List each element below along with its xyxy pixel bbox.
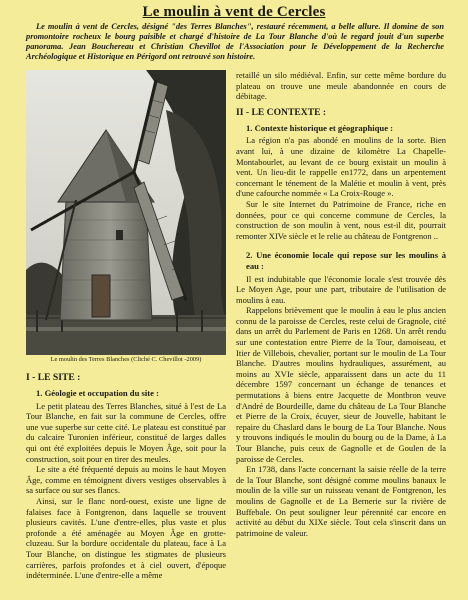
page-title: Le moulin à vent de Cercles bbox=[142, 4, 326, 20]
paragraph: La région n'a pas abondé en moulins de la sorte. Bien avant lui, à une dizaine de kilomètre La Chapelle-Montabourlet, au levant de ce bourg existait un moulin à vent. Un lieu-dit le rappelle en1772, dans un arpentement concernant le ténement de la Malétie et moulin à vent, près d'une cafourche nommée « La Croix-Rouge ». bbox=[236, 135, 446, 199]
windmill-photo bbox=[26, 70, 226, 355]
paragraph: Ainsi, sur le flanc nord-ouest, existe une ligne de falaises face à Fontgrenon, dans laquelle se trouvent plusieurs cavités. L'une d'entre-elles, plus vaste et plus profonde a été aménagée au Moyen Âge en grotte-cluzeau. Sur la bordure occidentale du plateau, face à La Tour Blanche, on distingue les stigmates de plusieurs carrières, parfois profondes et à ciel ouvert, d'époque indéterminée. L'une d'entre-elle a même bbox=[26, 495, 226, 581]
section-heading-site: I - LE SITE : bbox=[26, 372, 81, 383]
subheading-geology: 1. Géologie et occupation du site : bbox=[36, 388, 159, 398]
photo-caption: Le moulin des Terres Blanches (Cliché C. Chevillot -2009) bbox=[50, 356, 202, 363]
windmill-illustration bbox=[26, 70, 226, 355]
subheading-historical-context: 1. Contexte historique et géographique : bbox=[246, 122, 394, 133]
intro-paragraph: Le moulin à vent de Cercles, désigné "des Terres Blanches", restauré récemment, a belle allure. Il domine de son promontoire rocheux le bourg paisible et chargé d'histoire de La Tour Blanche d'où le regard jouit d'un superbe panorama. Jean Bouchereau et Christian Chevillot de l'Association pour le Développement de la Recherche Archéologique et Historique en Périgord ont retrouvé son histoire. bbox=[26, 22, 444, 61]
paragraph: Rappelons brièvement que le moulin à eau le plus ancien connu de la paroisse de Cercles, reste celui de Gragnole, cité dans un arrêt du Parlement de Paris en 1268. Un arrêt rendu sur une contestation entre Pierre de la Tour, damoiseau, et Itier de Villebois, chevalier, portant sur le moulin de La Tour Blanche. D'autres moulins hydrauliques, assurément, au moins au XVIe siècle, apparaissent dans un acte du 11 décembre 1597 concernant un échange de tenances et permutations à biens entre Jacquette de Montbron veuve d'André de Bourdeille, dame du château de La Tour Blanche et Pierre de la Croix, écuyer, sieur de Jouvelle, habitant le repaire du Chaslard dans le bourg de La Tour Blanche. Nous y trouvons indiqués le moulin du bourg ou de la Dame, à La Tour Blanche, puis ceux de Gagnolle et de Goulen de la paroisse de Cercles. bbox=[236, 305, 446, 464]
paragraph: retaillé un silo médiéval. Enfin, sur cette même bordure du plateau on trouve une meule abandonnée en cours de débitage. bbox=[236, 70, 446, 102]
paragraph: Le site a été fréquenté depuis au moins le haut Moyen Âge, comme en témoignent divers vestiges observables à sa surface ou sur ses flancs. bbox=[26, 464, 226, 496]
subheading-local-economy: 2. Une économie locale qui repose sur les moulins à eau : bbox=[246, 250, 446, 271]
left-column bbox=[26, 372, 226, 581]
paragraph: Le petit plateau des Terres Blanches, situé à l'est de La Tour Blanche, en fait sur la commune de Cercles, offre une vue superbe sur cette cité. Le plateau est constitué par du calcaire Turonien inférieur, constitué de larges dalles qui ont été exploitées depuis le Moyen Âge, soit pour la construction, soit pour en tirer des meules. bbox=[26, 400, 226, 464]
paragraph: Sur le site Internet du Patrimoine de France, riche en données, pour ce qui concerne commune de Cercles, la construction de son moulin à vent, nous est-il dit, pourrait remonter XIVe siècle et le relie au château de Fontgrenon .. bbox=[236, 198, 446, 241]
paragraph: En 1738, dans l'acte concernant la saisie réelle de la terre de la Tour Blanche, sont désigné comme moulins banaux le moulin de la ville sur un ruisseau venant de Fontgrenon, les moulins de Gagnolle et de La Bernerie sur la rivière de Buffebale. On peut souligner leur pérennité car encore en activité au début du XIXe siècle. Tout cela s'inscrit dans un patrimoine de valeur. bbox=[236, 464, 446, 538]
section-heading-context: II - LE CONTEXTE : bbox=[236, 106, 327, 118]
right-column bbox=[236, 70, 446, 538]
paragraph: Il est indubitable que l'économie locale s'est trouvée dès Le Moyen Age, pour une part, tributaire de l'utilisation de moulins à eau. bbox=[236, 273, 446, 305]
